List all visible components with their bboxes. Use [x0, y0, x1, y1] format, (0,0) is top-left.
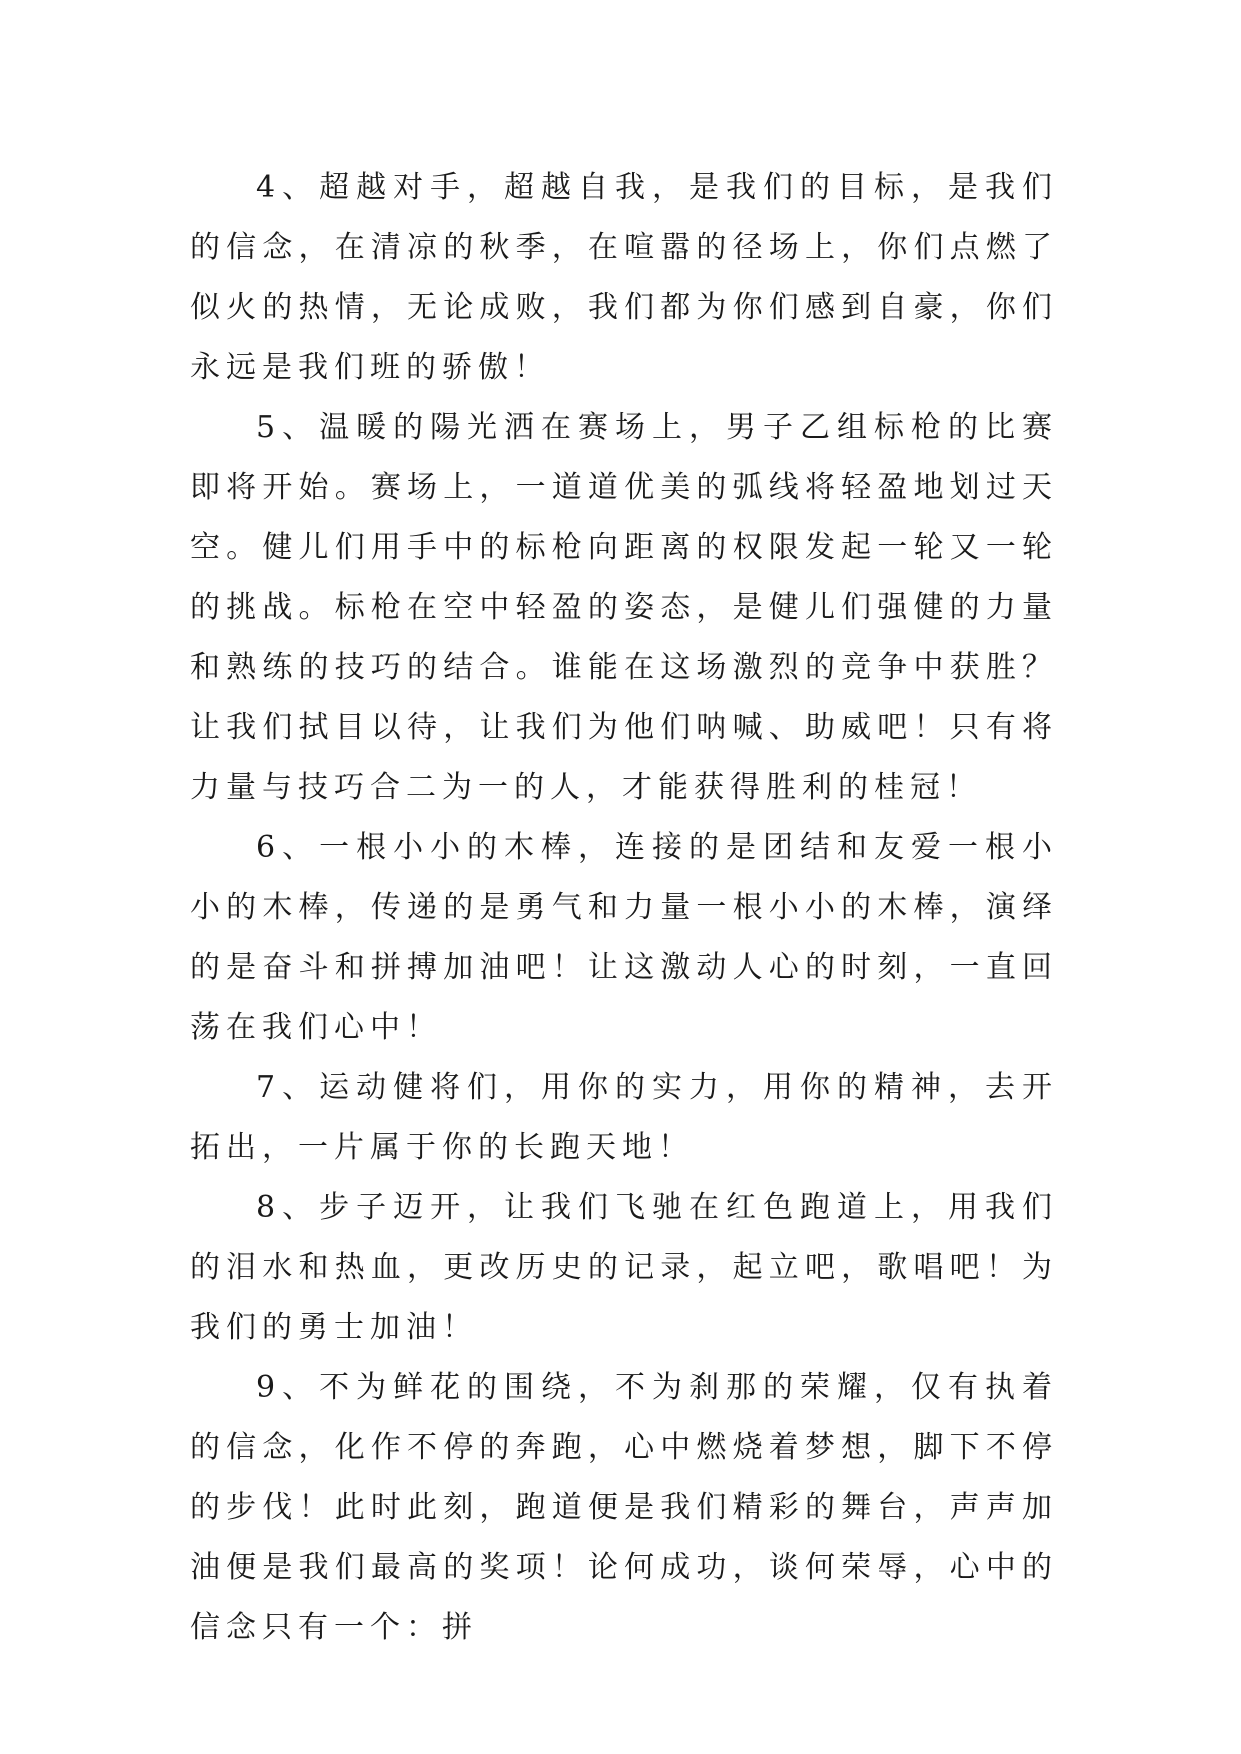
paragraph-4: 4、超越对手，超越自我，是我们的目标，是我们的信念，在清凉的秋季，在喧嚣的径场上，你们点燃了似火的热情，无论成败，我们都为你们感到自豪，你们永远是我们班的骄傲！	[190, 170, 1058, 385]
document-body	[190, 158, 1058, 1658]
paragraph-7: 7、运动健将们，用你的实力，用你的精神，去开拓出，一片属于你的长跑天地！	[190, 1070, 1058, 1165]
paragraph-8: 8、步子迈开，让我们飞驰在红色跑道上，用我们的泪水和热血，更改历史的记录，起立吧，歌唱吧！为我们的勇士加油！	[190, 1190, 1058, 1345]
paragraph-5: 5、温暖的陽光洒在赛场上，男子乙组标枪的比赛即将开始。赛场上，一道道优美的弧线将轻盈地划过天空。健儿们用手中的标枪向距离的权限发起一轮又一轮的挑战。标枪在空中轻盈的姿态，是健儿们强健的力量和熟练的技巧的结合。谁能在这场激烈的竞争中获胜？让我们拭目以待，让我们为他们呐喊、助威吧！只有将力量与技巧合二为一的人，才能获得胜利的桂冠！	[190, 410, 1058, 805]
paragraph-9: 9、不为鲜花的围绕，不为刹那的荣耀，仅有执着的信念，化作不停的奔跑，心中燃烧着梦想，脚下不停的步伐！此时此刻，跑道便是我们精彩的舞台，声声加油便是我们最高的奖项！论何成功，谈何荣辱，心中的信念只有一个：拼	[190, 1370, 1058, 1645]
paragraph-6: 6、一根小小的木棒，连接的是团结和友爱一根小小的木棒，传递的是勇气和力量一根小小的木棒，演绎的是奋斗和拼搏加油吧！让这激动人心的时刻，一直回荡在我们心中！	[190, 830, 1058, 1045]
